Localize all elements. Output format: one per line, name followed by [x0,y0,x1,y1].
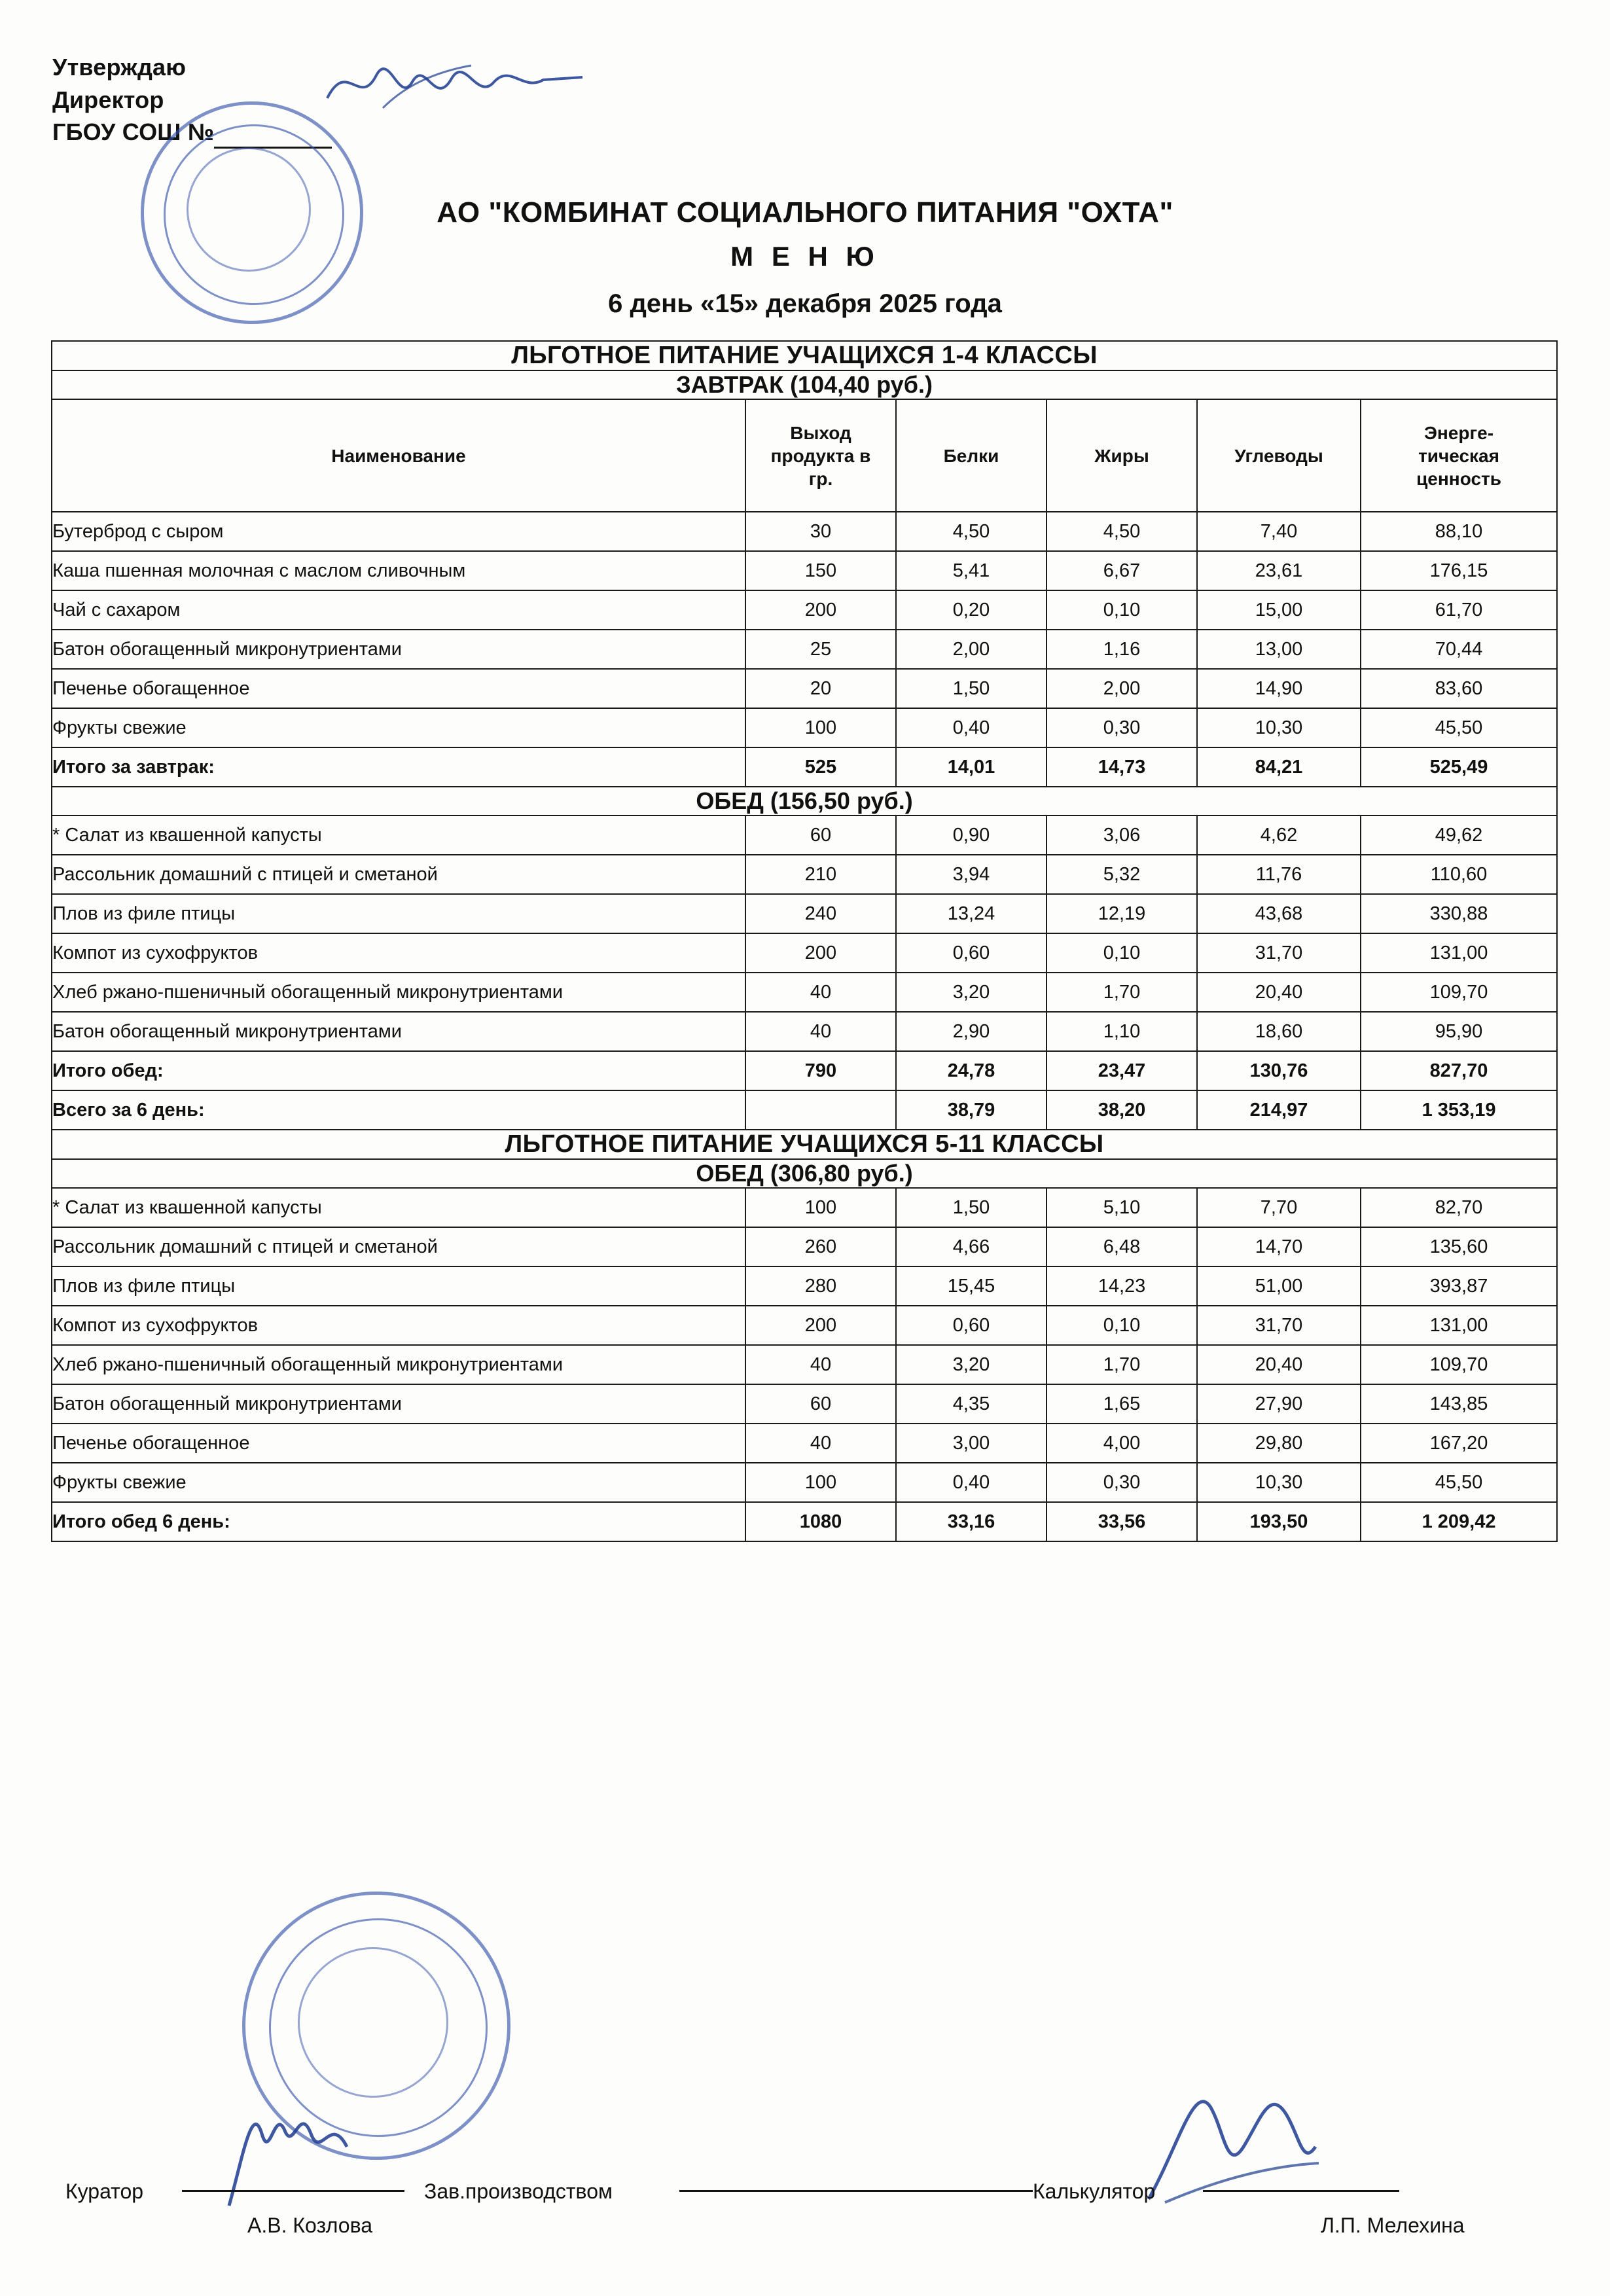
dish-output: 40 [745,1012,896,1051]
dish-carb: 7,70 [1197,1188,1361,1227]
production-head-label: Зав.производством [424,2179,613,2203]
dish-energy: 131,00 [1361,1306,1557,1345]
calculator-name: Л.П. Мелехина [1321,2214,1465,2237]
dish-protein: 0,40 [896,1463,1046,1502]
total-label: Итого за завтрак: [52,747,745,787]
dish-fat: 0,30 [1046,708,1197,747]
menu-heading: М Е Н Ю [730,241,880,272]
dish-energy: 88,10 [1361,512,1557,551]
dish-fat: 6,67 [1046,551,1197,590]
dish-name: Печенье обогащенное [52,1424,745,1463]
curator-signature-line [182,2173,404,2192]
table-row [52,816,1557,855]
table-row-total-lunch-1-4 [52,1051,1557,1090]
dish-carb: 10,30 [1197,708,1361,747]
dish-fat: 1,70 [1046,1345,1197,1384]
dish-carb: 51,00 [1197,1266,1361,1306]
dish-energy: 110,60 [1361,855,1557,894]
section-title-row-2 [52,1130,1557,1159]
dish-fat: 3,06 [1046,816,1197,855]
dish-output: 30 [745,512,896,551]
section-subtitle-row-breakfast [52,370,1557,399]
dish-name: Хлеб ржано-пшеничный обогащенный микронутриентами [52,1345,745,1384]
dish-fat: 4,50 [1046,512,1197,551]
table-row [52,1384,1557,1424]
dish-fat: 0,10 [1046,590,1197,630]
approval-line-1: Утверждаю [52,54,187,81]
approval-line-3 [52,116,332,149]
dish-name: Рассольник домашний с птицей и сметаной [52,1227,745,1266]
dish-fat: 1,10 [1046,1012,1197,1051]
col-header-energy-line1: Энерге- [1423,422,1494,443]
organization-title: АО "КОМБИНАТ СОЦИАЛЬНОГО ПИТАНИЯ "ОХТА" [437,196,1173,228]
dish-name: * Салат из квашенной капусты [52,1188,745,1227]
total-fat: 33,56 [1046,1502,1197,1541]
dish-name: Плов из филе птицы [52,1266,745,1306]
col-header-name: Наименование [52,399,745,512]
dish-name: Печенье обогащенное [52,669,745,708]
dish-name: Хлеб ржано-пшеничный обогащенный микронутриентами [52,973,745,1012]
approval-school-label: ГБОУ СОШ № [52,118,215,146]
dish-carb: 29,80 [1197,1424,1361,1463]
total-label: Итого обед 6 день: [52,1502,745,1541]
table-row [52,630,1557,669]
calculator-signature-line [1203,2173,1399,2192]
dish-energy: 393,87 [1361,1266,1557,1306]
dish-energy: 70,44 [1361,630,1557,669]
table-row-day-total [52,1090,1557,1130]
dish-output: 260 [745,1227,896,1266]
dish-protein: 4,66 [896,1227,1046,1266]
dish-name: Фрукты свежие [52,1463,745,1502]
calculator-label: Калькулятор [1033,2179,1156,2203]
dish-output: 25 [745,630,896,669]
table-row [52,1012,1557,1051]
dish-protein: 0,60 [896,933,1046,973]
section-subtitle-row-lunch-5-11 [52,1159,1557,1188]
day-total-fat: 38,20 [1046,1090,1197,1130]
signature-block [51,2173,1556,2237]
table-row [52,894,1557,933]
dish-fat: 0,30 [1046,1463,1197,1502]
curator-label: Куратор [65,2179,144,2203]
dish-output: 60 [745,1384,896,1424]
dish-protein: 15,45 [896,1266,1046,1306]
table-row [52,855,1557,894]
dish-carb: 20,40 [1197,973,1361,1012]
table-row [52,933,1557,973]
dish-output: 20 [745,669,896,708]
table-row [52,1266,1557,1306]
dish-energy: 45,50 [1361,1463,1557,1502]
dish-name: Фрукты свежие [52,708,745,747]
table-row [52,1227,1557,1266]
section-subtitle-lunch-1-4: ОБЕД (156,50 руб.) [52,787,1557,816]
company-stamp-inner [298,1947,448,2098]
company-stamp [242,1892,510,2160]
total-protein: 14,01 [896,747,1046,787]
dish-energy: 135,60 [1361,1227,1557,1266]
dish-protein: 13,24 [896,894,1046,933]
total-energy: 1 209,42 [1361,1502,1557,1541]
dish-protein: 0,40 [896,708,1046,747]
dish-output: 100 [745,1188,896,1227]
dish-carb: 10,30 [1197,1463,1361,1502]
dish-energy: 61,70 [1361,590,1557,630]
dish-protein: 0,60 [896,1306,1046,1345]
col-header-energy-line3: ценность [1416,468,1501,489]
dish-fat: 14,23 [1046,1266,1197,1306]
dish-fat: 12,19 [1046,894,1197,933]
dish-fat: 5,32 [1046,855,1197,894]
total-energy: 827,70 [1361,1051,1557,1090]
total-carb: 130,76 [1197,1051,1361,1090]
dish-protein: 1,50 [896,669,1046,708]
dish-fat: 0,10 [1046,1306,1197,1345]
col-header-output-line2: продукта в [770,445,871,466]
dish-fat: 5,10 [1046,1188,1197,1227]
dish-name: Батон обогащенный микронутриентами [52,1012,745,1051]
dish-output: 60 [745,816,896,855]
total-output: 525 [745,747,896,787]
dish-carb: 11,76 [1197,855,1361,894]
dish-protein: 0,20 [896,590,1046,630]
dish-energy: 83,60 [1361,669,1557,708]
signature-row [51,2173,1556,2212]
dish-protein: 3,00 [896,1424,1046,1463]
table-row-total-breakfast [52,747,1557,787]
section-title-1-4: ЛЬГОТНОЕ ПИТАНИЕ УЧАЩИХСЯ 1-4 КЛАССЫ [52,341,1557,370]
dish-carb: 18,60 [1197,1012,1361,1051]
dish-name: Батон обогащенный микронутриентами [52,630,745,669]
curator-name: А.В. Козлова [247,2214,373,2237]
dish-name: Компот из сухофруктов [52,1306,745,1345]
dish-protein: 1,50 [896,1188,1046,1227]
dish-carb: 14,70 [1197,1227,1361,1266]
dish-carb: 13,00 [1197,630,1361,669]
dish-output: 40 [745,1345,896,1384]
dish-carb: 20,40 [1197,1345,1361,1384]
dish-name: Бутерброд с сыром [52,512,745,551]
col-header-protein: Белки [896,399,1046,512]
approval-block [52,51,332,149]
dish-carb: 27,90 [1197,1384,1361,1424]
day-total-output [745,1090,896,1130]
dish-fat: 1,65 [1046,1384,1197,1424]
dish-output: 100 [745,708,896,747]
dish-output: 40 [745,1424,896,1463]
col-header-output-line3: гр. [808,468,833,489]
dish-energy: 109,70 [1361,973,1557,1012]
dish-name: Каша пшенная молочная с маслом сливочным [52,551,745,590]
dish-energy: 131,00 [1361,933,1557,973]
dish-carb: 23,61 [1197,551,1361,590]
table-row [52,1306,1557,1345]
total-output: 790 [745,1051,896,1090]
dish-carb: 14,90 [1197,669,1361,708]
total-energy: 525,49 [1361,747,1557,787]
dish-fat: 1,70 [1046,973,1197,1012]
dish-carb: 15,00 [1197,590,1361,630]
dish-protein: 3,20 [896,1345,1046,1384]
dish-protein: 4,50 [896,512,1046,551]
total-output: 1080 [745,1502,896,1541]
day-total-label: Всего за 6 день: [52,1090,745,1130]
dish-protein: 2,00 [896,630,1046,669]
col-header-energy-line2: тическая [1418,445,1499,466]
dish-fat: 2,00 [1046,669,1197,708]
dish-protein: 4,35 [896,1384,1046,1424]
dish-energy: 45,50 [1361,708,1557,747]
total-carb: 84,21 [1197,747,1361,787]
dish-output: 40 [745,973,896,1012]
dish-output: 210 [745,855,896,894]
day-total-protein: 38,79 [896,1090,1046,1130]
dish-name: Чай с сахаром [52,590,745,630]
dish-output: 280 [745,1266,896,1306]
total-carb: 193,50 [1197,1502,1361,1541]
total-label: Итого обед: [52,1051,745,1090]
dish-energy: 109,70 [1361,1345,1557,1384]
total-fat: 23,47 [1046,1051,1197,1090]
dish-fat: 6,48 [1046,1227,1197,1266]
table-row [52,551,1557,590]
director-signature [321,46,596,124]
approval-line-2: Директор [52,86,164,113]
dish-output: 100 [745,1463,896,1502]
production-head-signature-line [679,2173,1033,2192]
school-number-blank [214,127,332,149]
menu-table [51,340,1558,1542]
dish-name: Плов из филе птицы [52,894,745,933]
table-row [52,1345,1557,1384]
day-total-energy: 1 353,19 [1361,1090,1557,1130]
col-header-fat: Жиры [1046,399,1197,512]
table-row [52,973,1557,1012]
dish-fat: 4,00 [1046,1424,1197,1463]
dish-energy: 330,88 [1361,894,1557,933]
dish-output: 240 [745,894,896,933]
table-row [52,1424,1557,1463]
dish-protein: 3,94 [896,855,1046,894]
dish-energy: 95,90 [1361,1012,1557,1051]
dish-output: 200 [745,1306,896,1345]
total-protein: 24,78 [896,1051,1046,1090]
dish-protein: 5,41 [896,551,1046,590]
dish-name: Батон обогащенный микронутриентами [52,1384,745,1424]
day-total-carb: 214,97 [1197,1090,1361,1130]
table-row [52,1463,1557,1502]
total-fat: 14,73 [1046,747,1197,787]
table-row [52,669,1557,708]
table-row [52,708,1557,747]
col-header-carbs: Углеводы [1197,399,1361,512]
dish-protein: 0,90 [896,816,1046,855]
dish-name: Компот из сухофруктов [52,933,745,973]
table-row [52,590,1557,630]
dish-name: Рассольник домашний с птицей и сметаной [52,855,745,894]
dish-energy: 49,62 [1361,816,1557,855]
dish-output: 200 [745,933,896,973]
dish-energy: 143,85 [1361,1384,1557,1424]
dish-energy: 167,20 [1361,1424,1557,1463]
col-header-output [745,399,896,512]
table-row [52,1188,1557,1227]
dish-carb: 43,68 [1197,894,1361,933]
dish-carb: 31,70 [1197,933,1361,973]
table-row-total-lunch-5-11 [52,1502,1557,1541]
total-protein: 33,16 [896,1502,1046,1541]
section-subtitle-lunch-5-11: ОБЕД (306,80 руб.) [52,1159,1557,1188]
section-subtitle-breakfast: ЗАВТРАК (104,40 руб.) [52,370,1557,399]
dish-protein: 2,90 [896,1012,1046,1051]
dish-fat: 0,10 [1046,933,1197,973]
table-header-row [52,399,1557,512]
dish-output: 150 [745,551,896,590]
col-header-output-line1: Выход [790,422,851,443]
section-title-5-11: ЛЬГОТНОЕ ПИТАНИЕ УЧАЩИХСЯ 5-11 КЛАССЫ [52,1130,1557,1159]
dish-protein: 3,20 [896,973,1046,1012]
dish-fat: 1,16 [1046,630,1197,669]
dish-carb: 7,40 [1197,512,1361,551]
menu-date: 6 день «15» декабря 2025 года [608,289,1002,318]
dish-energy: 176,15 [1361,551,1557,590]
dish-name: * Салат из квашенной капусты [52,816,745,855]
dish-energy: 82,70 [1361,1188,1557,1227]
dish-carb: 31,70 [1197,1306,1361,1345]
section-title-row-1 [52,341,1557,370]
col-header-energy [1361,399,1557,512]
section-subtitle-row-lunch-1-4 [52,787,1557,816]
dish-carb: 4,62 [1197,816,1361,855]
dish-output: 200 [745,590,896,630]
table-row [52,512,1557,551]
